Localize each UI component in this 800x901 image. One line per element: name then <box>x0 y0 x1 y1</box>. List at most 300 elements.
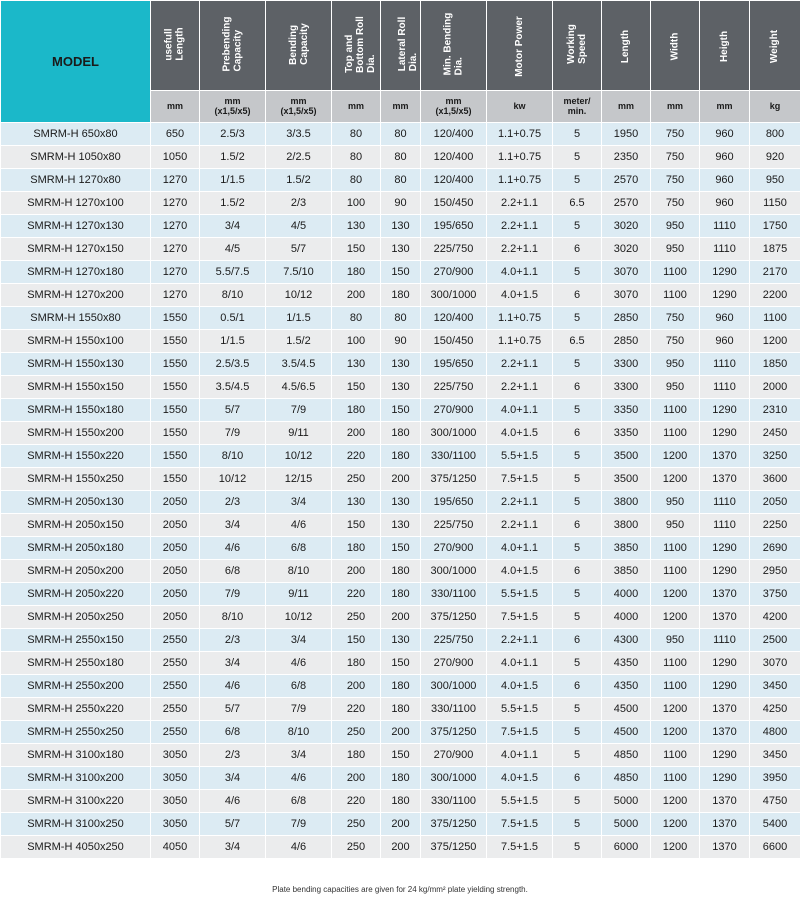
col-header-bending-capacity <box>266 1 332 91</box>
table-cell: 4500 <box>602 698 651 721</box>
table-cell: 180 <box>332 399 381 422</box>
table-cell: 3020 <box>602 238 651 261</box>
table-row <box>1 537 800 560</box>
table-cell: 300/1000 <box>421 675 487 698</box>
col-header-working-speed <box>553 1 602 91</box>
table-cell: 800 <box>750 123 800 146</box>
table-row <box>1 468 800 491</box>
model-cell: SMRM-H 2550x200 <box>1 675 151 698</box>
table-cell: 2.2+1.1 <box>487 238 553 261</box>
table-cell: 7.5+1.5 <box>487 813 553 836</box>
table-cell: 180 <box>381 583 421 606</box>
table-cell: 220 <box>332 583 381 606</box>
table-cell: 5 <box>553 146 602 169</box>
table-cell: 1370 <box>700 721 750 744</box>
table-cell: 1200 <box>651 721 700 744</box>
table-cell: 150 <box>381 399 421 422</box>
table-cell: 2.2+1.1 <box>487 353 553 376</box>
table-cell: 7.5+1.5 <box>487 468 553 491</box>
table-cell: 5 <box>553 353 602 376</box>
table-cell: 950 <box>651 629 700 652</box>
unit-cell: mm <box>151 90 200 122</box>
table-cell: 4350 <box>602 652 651 675</box>
table-cell: 375/1250 <box>421 813 487 836</box>
table-cell: 150 <box>332 238 381 261</box>
table-cell: 130 <box>332 353 381 376</box>
table-cell: 5.5+1.5 <box>487 698 553 721</box>
model-cell: SMRM-H 1270x130 <box>1 215 151 238</box>
table-cell: 80 <box>381 123 421 146</box>
col-header-label: Width <box>669 33 681 61</box>
table-cell: 80 <box>381 307 421 330</box>
table-cell: 5 <box>553 606 602 629</box>
table-cell: 200 <box>381 606 421 629</box>
model-cell: SMRM-H 1550x180 <box>1 399 151 422</box>
table-cell: 330/1100 <box>421 698 487 721</box>
table-cell: 3050 <box>151 767 200 790</box>
table-body <box>1 123 800 859</box>
model-cell: SMRM-H 1270x180 <box>1 261 151 284</box>
table-cell: 2/3 <box>200 491 266 514</box>
table-cell: 1290 <box>700 422 750 445</box>
model-cell: SMRM-H 2550x150 <box>1 629 151 652</box>
table-cell: 960 <box>700 123 750 146</box>
table-cell: 7.5+1.5 <box>487 721 553 744</box>
table-cell: 750 <box>651 146 700 169</box>
unit-cell: meter/ min. <box>553 90 602 122</box>
table-cell: 3300 <box>602 353 651 376</box>
table-cell: 180 <box>381 560 421 583</box>
table-cell: 90 <box>381 330 421 353</box>
table-cell: 6600 <box>750 836 800 859</box>
table-cell: 150/450 <box>421 192 487 215</box>
table-cell: 8/10 <box>200 445 266 468</box>
table-cell: 3350 <box>602 422 651 445</box>
table-cell: 5 <box>553 123 602 146</box>
table-row <box>1 399 800 422</box>
table-cell: 4/6 <box>200 675 266 698</box>
table-cell: 1200 <box>651 698 700 721</box>
table-cell: 5400 <box>750 813 800 836</box>
model-cell: SMRM-H 2050x220 <box>1 583 151 606</box>
table-cell: 1370 <box>700 606 750 629</box>
table-cell: 270/900 <box>421 652 487 675</box>
table-cell: 3500 <box>602 445 651 468</box>
table-cell: 1.5/2 <box>200 192 266 215</box>
table-row <box>1 629 800 652</box>
table-cell: 2450 <box>750 422 800 445</box>
model-cell: SMRM-H 1550x250 <box>1 468 151 491</box>
table-cell: 1750 <box>750 215 800 238</box>
table-cell: 4.0+1.1 <box>487 744 553 767</box>
table-cell: 1100 <box>651 652 700 675</box>
table-row <box>1 721 800 744</box>
table-cell: 960 <box>700 169 750 192</box>
table-cell: 960 <box>700 330 750 353</box>
table-cell: 4750 <box>750 790 800 813</box>
table-cell: 250 <box>332 468 381 491</box>
table-row <box>1 790 800 813</box>
table-row <box>1 813 800 836</box>
table-cell: 250 <box>332 836 381 859</box>
table-cell: 5/7 <box>200 698 266 721</box>
table-cell: 7/9 <box>200 583 266 606</box>
table-cell: 2550 <box>151 629 200 652</box>
table-cell: 2.2+1.1 <box>487 215 553 238</box>
table-cell: 180 <box>381 284 421 307</box>
table-cell: 2570 <box>602 192 651 215</box>
table-cell: 4050 <box>151 836 200 859</box>
table-row <box>1 514 800 537</box>
table-cell: 3750 <box>750 583 800 606</box>
table-cell: 1110 <box>700 376 750 399</box>
table-cell: 225/750 <box>421 629 487 652</box>
table-cell: 6/8 <box>200 721 266 744</box>
table-cell: 4/5 <box>200 238 266 261</box>
table-cell: 220 <box>332 698 381 721</box>
table-cell: 5 <box>553 537 602 560</box>
table-cell: 5 <box>553 698 602 721</box>
table-cell: 4.0+1.1 <box>487 399 553 422</box>
table-cell: 1100 <box>651 744 700 767</box>
table-cell: 270/900 <box>421 537 487 560</box>
table-cell: 8/10 <box>200 606 266 629</box>
table-row <box>1 353 800 376</box>
table-cell: 1290 <box>700 675 750 698</box>
table-cell: 6 <box>553 238 602 261</box>
table-cell: 1550 <box>151 399 200 422</box>
col-header-min-bending-dia <box>421 1 487 91</box>
unit-cell: mm <box>602 90 651 122</box>
table-cell: 2.2+1.1 <box>487 491 553 514</box>
table-cell: 1110 <box>700 238 750 261</box>
table-cell: 4/6 <box>266 514 332 537</box>
table-cell: 10/12 <box>200 468 266 491</box>
table-cell: 2050 <box>151 514 200 537</box>
table-cell: 950 <box>750 169 800 192</box>
table-cell: 2.5/3.5 <box>200 353 266 376</box>
table-cell: 920 <box>750 146 800 169</box>
table-cell: 100 <box>332 330 381 353</box>
table-cell: 1290 <box>700 744 750 767</box>
table-cell: 1290 <box>700 560 750 583</box>
table-cell: 180 <box>381 422 421 445</box>
model-cell: SMRM-H 1270x80 <box>1 169 151 192</box>
col-header-label: Motor Power <box>514 16 525 78</box>
table-cell: 750 <box>651 123 700 146</box>
footnote: Plate bending capacities are given for 24 kg/mm² plate yielding strength. <box>272 885 528 894</box>
table-cell: 1/1.5 <box>200 169 266 192</box>
table-cell: 4800 <box>750 721 800 744</box>
unit-cell: mm (x1,5/x5) <box>200 90 266 122</box>
table-cell: 5 <box>553 813 602 836</box>
model-cell: SMRM-H 3100x220 <box>1 790 151 813</box>
table-cell: 2050 <box>750 491 800 514</box>
table-cell: 3850 <box>602 537 651 560</box>
table-cell: 80 <box>332 169 381 192</box>
table-cell: 3450 <box>750 675 800 698</box>
table-row <box>1 422 800 445</box>
table-cell: 270/900 <box>421 399 487 422</box>
model-header: MODEL <box>1 1 151 123</box>
table-cell: 6 <box>553 284 602 307</box>
table-cell: 2.2+1.1 <box>487 376 553 399</box>
table-cell: 2050 <box>151 560 200 583</box>
table-cell: 1550 <box>151 445 200 468</box>
table-cell: 2.5/3 <box>200 123 266 146</box>
table-cell: 1.5/2 <box>266 169 332 192</box>
col-header-label: Bending Capacity <box>287 23 310 66</box>
table-cell: 1.1+0.75 <box>487 169 553 192</box>
table-row <box>1 330 800 353</box>
unit-cell: kg <box>750 90 800 122</box>
table-cell: 300/1000 <box>421 422 487 445</box>
table-cell: 80 <box>332 146 381 169</box>
model-cell: SMRM-H 1550x150 <box>1 376 151 399</box>
table-cell: 2050 <box>151 606 200 629</box>
table-cell: 3/4 <box>200 836 266 859</box>
table-cell: 5 <box>553 261 602 284</box>
table-cell: 4/6 <box>266 652 332 675</box>
table-cell: 1100 <box>651 537 700 560</box>
table-cell: 3/4 <box>266 744 332 767</box>
table-cell: 1370 <box>700 583 750 606</box>
table-cell: 4500 <box>602 721 651 744</box>
table-cell: 150 <box>332 514 381 537</box>
table-cell: 960 <box>700 192 750 215</box>
table-cell: 3350 <box>602 399 651 422</box>
model-cell: SMRM-H 2050x180 <box>1 537 151 560</box>
table-cell: 6 <box>553 675 602 698</box>
unit-cell: mm <box>332 90 381 122</box>
col-header-label: Working Speed <box>565 24 588 65</box>
table-cell: 1.1+0.75 <box>487 123 553 146</box>
table-cell: 3800 <box>602 491 651 514</box>
table-cell: 3/4 <box>266 629 332 652</box>
table-cell: 6/8 <box>266 675 332 698</box>
unit-cell: mm <box>700 90 750 122</box>
table-cell: 5 <box>553 836 602 859</box>
table-cell: 4850 <box>602 767 651 790</box>
table-cell: 225/750 <box>421 376 487 399</box>
col-header-top-bottom-roll-dia <box>332 1 381 91</box>
table-cell: 1290 <box>700 399 750 422</box>
table-cell: 330/1100 <box>421 583 487 606</box>
table-cell: 4000 <box>602 583 651 606</box>
table-cell: 120/400 <box>421 307 487 330</box>
table-cell: 130 <box>381 629 421 652</box>
table-cell: 5.5/7.5 <box>200 261 266 284</box>
table-cell: 1/1.5 <box>200 330 266 353</box>
table-row <box>1 238 800 261</box>
table-row <box>1 560 800 583</box>
table-cell: 180 <box>332 537 381 560</box>
table-cell: 3050 <box>151 744 200 767</box>
table-cell: 5 <box>553 215 602 238</box>
col-header-label: Top and Bottom Roll Dia. <box>343 16 377 73</box>
table-row <box>1 836 800 859</box>
table-cell: 80 <box>332 123 381 146</box>
table-cell: 180 <box>381 698 421 721</box>
table-cell: 3950 <box>750 767 800 790</box>
table-cell: 3050 <box>151 790 200 813</box>
col-header-usefull-length <box>151 1 200 91</box>
table-cell: 950 <box>651 514 700 537</box>
table-cell: 5/7 <box>266 238 332 261</box>
table-cell: 3/4 <box>200 767 266 790</box>
table-cell: 10/12 <box>266 284 332 307</box>
table-cell: 1200 <box>651 583 700 606</box>
table-cell: 1200 <box>651 836 700 859</box>
col-header-height <box>700 1 750 91</box>
table-cell: 1875 <box>750 238 800 261</box>
table-cell: 6.5 <box>553 192 602 215</box>
model-cell: SMRM-H 4050x250 <box>1 836 151 859</box>
table-cell: 2500 <box>750 629 800 652</box>
table-cell: 5.5+1.5 <box>487 583 553 606</box>
table-cell: 1200 <box>651 468 700 491</box>
table-cell: 1370 <box>700 698 750 721</box>
table-cell: 5 <box>553 491 602 514</box>
unit-cell: mm <box>381 90 421 122</box>
table-cell: 180 <box>381 445 421 468</box>
table-cell: 2250 <box>750 514 800 537</box>
table-cell: 1.1+0.75 <box>487 307 553 330</box>
table-cell: 130 <box>381 238 421 261</box>
table-cell: 960 <box>700 146 750 169</box>
table-cell: 200 <box>381 813 421 836</box>
table-cell: 950 <box>651 215 700 238</box>
model-cell: SMRM-H 3100x180 <box>1 744 151 767</box>
table-cell: 3050 <box>151 813 200 836</box>
table-cell: 150 <box>381 537 421 560</box>
table-cell: 3600 <box>750 468 800 491</box>
table-cell: 1290 <box>700 767 750 790</box>
model-cell: SMRM-H 1270x100 <box>1 192 151 215</box>
table-cell: 1550 <box>151 330 200 353</box>
table-cell: 195/650 <box>421 491 487 514</box>
table-cell: 150 <box>332 376 381 399</box>
table-row <box>1 215 800 238</box>
table-cell: 250 <box>332 606 381 629</box>
table-cell: 1100 <box>651 767 700 790</box>
table-cell: 2000 <box>750 376 800 399</box>
table-cell: 195/650 <box>421 353 487 376</box>
table-cell: 330/1100 <box>421 790 487 813</box>
unit-cell: mm <box>651 90 700 122</box>
col-header-label: Prebending Capacity <box>221 16 244 72</box>
table-row <box>1 698 800 721</box>
table-cell: 2.2+1.1 <box>487 514 553 537</box>
table-cell: 3800 <box>602 514 651 537</box>
table-cell: 1290 <box>700 284 750 307</box>
table-cell: 2.2+1.1 <box>487 629 553 652</box>
table-row <box>1 192 800 215</box>
table-cell: 1950 <box>602 123 651 146</box>
table-cell: 8/10 <box>266 721 332 744</box>
table-cell: 1200 <box>651 445 700 468</box>
table-cell: 130 <box>381 376 421 399</box>
table-row <box>1 261 800 284</box>
model-cell: SMRM-H 1050x80 <box>1 146 151 169</box>
table-cell: 1370 <box>700 813 750 836</box>
table-cell: 200 <box>381 721 421 744</box>
col-header-label: Weight <box>769 30 781 64</box>
table-cell: 2850 <box>602 330 651 353</box>
table-cell: 4350 <box>602 675 651 698</box>
table-cell: 180 <box>381 675 421 698</box>
table-cell: 5.5+1.5 <box>487 445 553 468</box>
table-cell: 650 <box>151 123 200 146</box>
table-cell: 1270 <box>151 284 200 307</box>
model-cell: SMRM-H 2050x130 <box>1 491 151 514</box>
table-row <box>1 376 800 399</box>
table-cell: 130 <box>381 215 421 238</box>
table-cell: 4/6 <box>200 790 266 813</box>
table-cell: 1550 <box>151 353 200 376</box>
table-cell: 4.0+1.5 <box>487 675 553 698</box>
table-cell: 2550 <box>151 698 200 721</box>
table-cell: 1200 <box>750 330 800 353</box>
table-cell: 2/3 <box>266 192 332 215</box>
table-cell: 1110 <box>700 514 750 537</box>
unit-cell: mm (x1,5/x5) <box>421 90 487 122</box>
table-cell: 7.5/10 <box>266 261 332 284</box>
header-row <box>1 1 800 91</box>
col-header-label: Heigth <box>718 31 730 63</box>
table-row <box>1 123 800 146</box>
model-cell: SMRM-H 1550x220 <box>1 445 151 468</box>
table-cell: 150 <box>381 652 421 675</box>
model-cell: SMRM-H 3100x200 <box>1 767 151 790</box>
table-cell: 4.0+1.1 <box>487 652 553 675</box>
table-cell: 180 <box>332 652 381 675</box>
table-cell: 1/1.5 <box>266 307 332 330</box>
col-header-label: Length <box>620 30 632 64</box>
table-cell: 4/5 <box>266 215 332 238</box>
table-cell: 950 <box>651 238 700 261</box>
table-cell: 4200 <box>750 606 800 629</box>
table-cell: 150 <box>332 629 381 652</box>
table-cell: 7.5+1.5 <box>487 606 553 629</box>
table-cell: 3/4 <box>266 491 332 514</box>
table-cell: 1550 <box>151 468 200 491</box>
table-cell: 120/400 <box>421 169 487 192</box>
table-cell: 6/8 <box>266 790 332 813</box>
table-cell: 5 <box>553 169 602 192</box>
table-cell: 200 <box>381 468 421 491</box>
table-cell: 1290 <box>700 537 750 560</box>
table-cell: 5 <box>553 790 602 813</box>
table-cell: 4.0+1.5 <box>487 284 553 307</box>
table-cell: 5 <box>553 721 602 744</box>
table-cell: 6/8 <box>200 560 266 583</box>
table-cell: 220 <box>332 445 381 468</box>
table-cell: 3070 <box>750 652 800 675</box>
table-cell: 1270 <box>151 215 200 238</box>
table-cell: 1110 <box>700 491 750 514</box>
table-cell: 2200 <box>750 284 800 307</box>
table-row <box>1 169 800 192</box>
table-cell: 5/7 <box>200 813 266 836</box>
unit-cell: kw <box>487 90 553 122</box>
col-header-weight <box>750 1 800 91</box>
table-cell: 950 <box>651 491 700 514</box>
table-cell: 4250 <box>750 698 800 721</box>
table-cell: 1100 <box>750 307 800 330</box>
table-cell: 2690 <box>750 537 800 560</box>
table-cell: 7/9 <box>266 813 332 836</box>
